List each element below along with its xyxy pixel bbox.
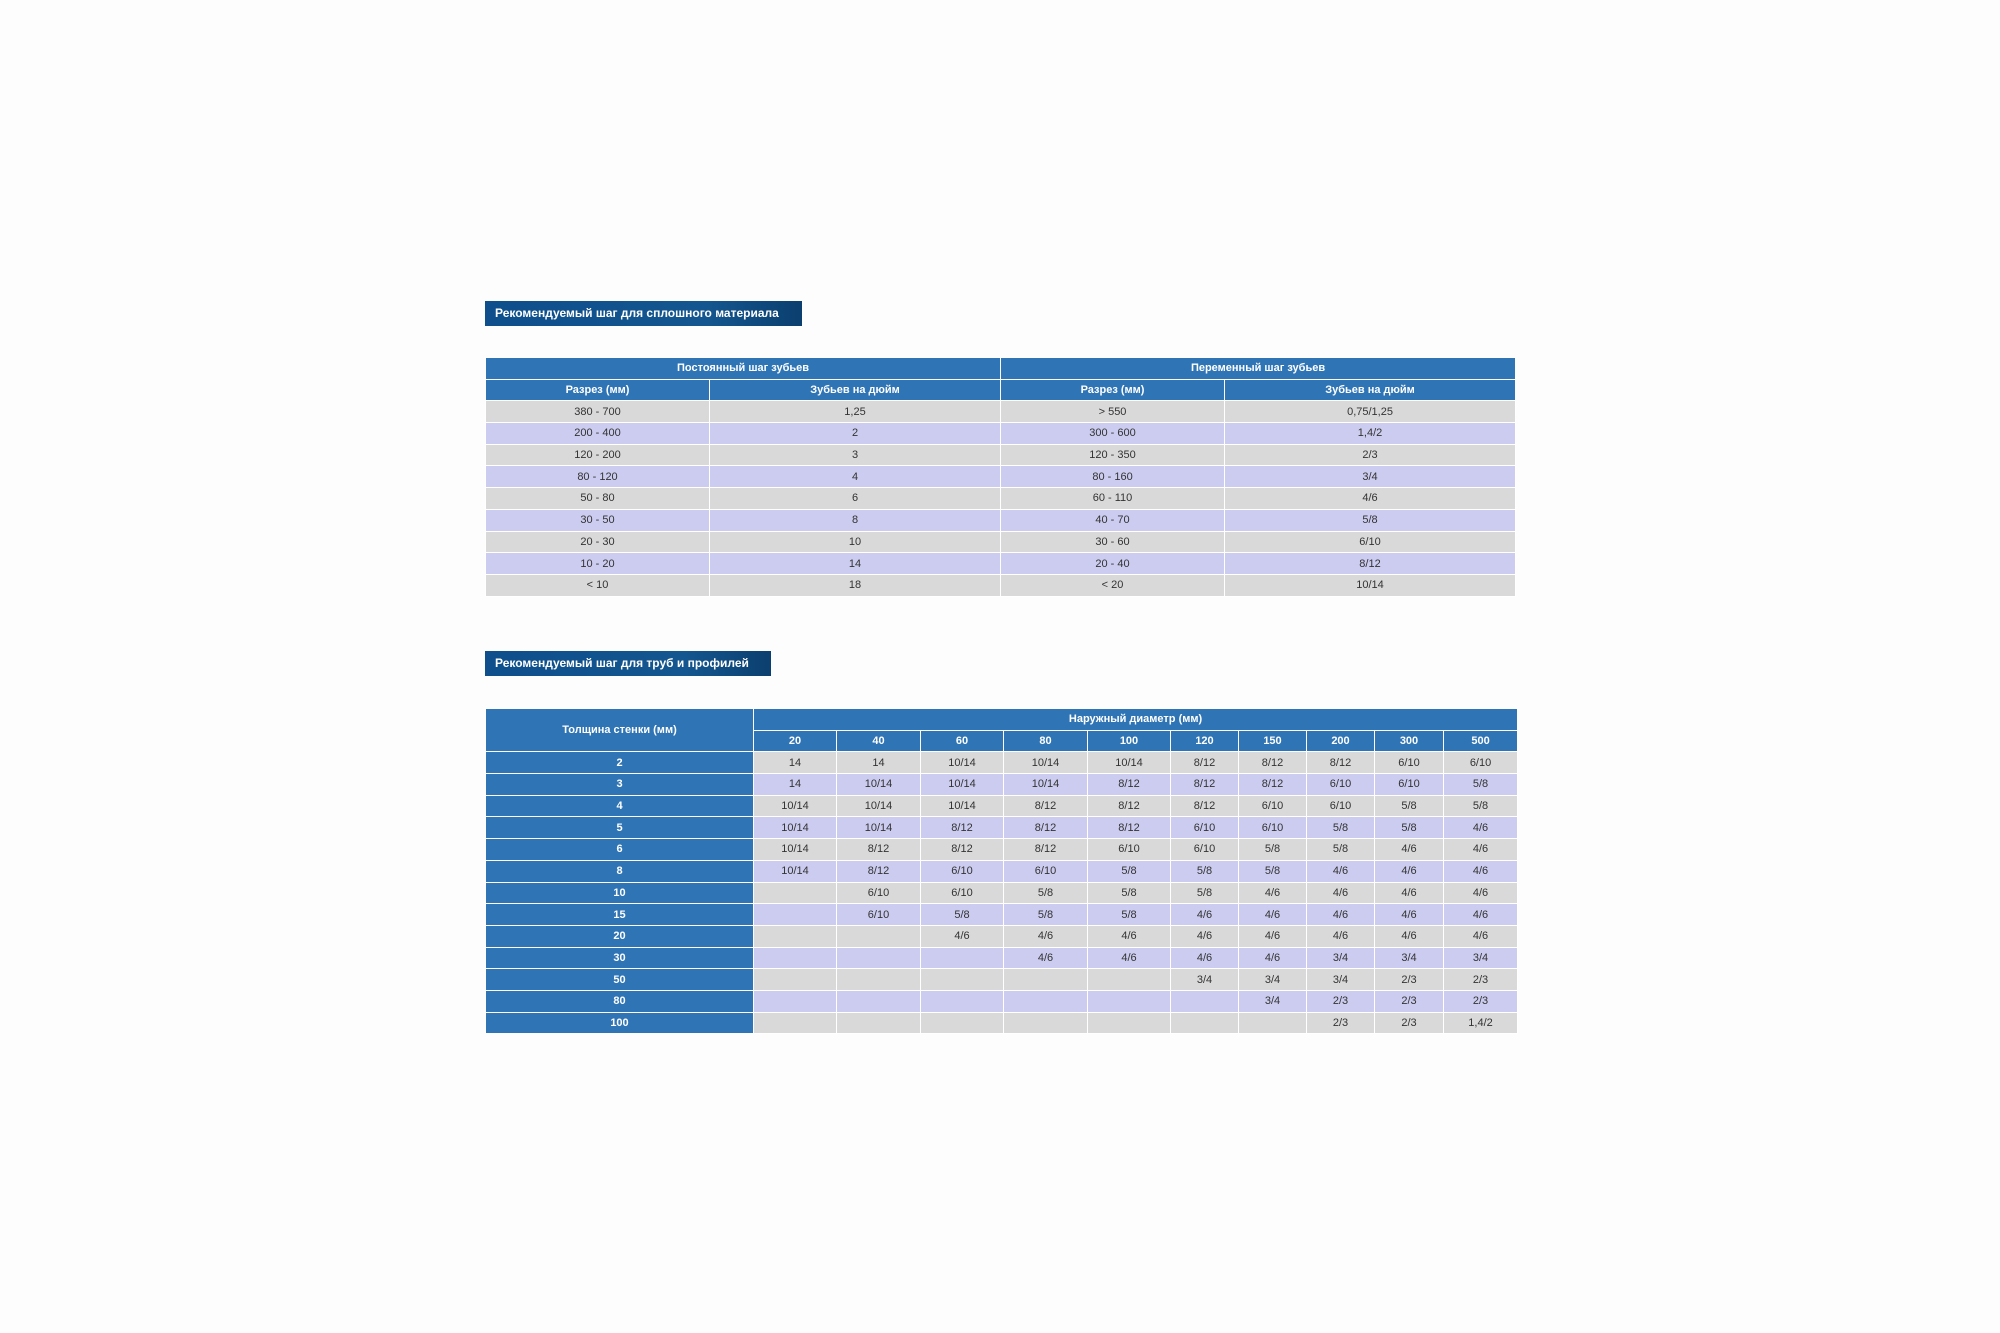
table-cell: 4/6 — [1375, 904, 1444, 926]
table-cell: 3/4 — [1171, 969, 1239, 991]
table-cell: 5/8 — [1307, 817, 1375, 839]
diameter-header: 60 — [921, 730, 1004, 752]
table-cell: 10/14 — [754, 817, 837, 839]
table-row — [486, 1012, 1518, 1034]
table-cell: 4/6 — [1375, 860, 1444, 882]
table-cell: 2/3 — [1375, 990, 1444, 1012]
section-title-solid-material: Рекомендуемый шаг для сплошного материала — [485, 301, 802, 326]
diameter-header: 80 — [1004, 730, 1088, 752]
table-cell: 10/14 — [921, 774, 1004, 796]
table-row — [486, 817, 1518, 839]
table-cell: 6/10 — [837, 904, 921, 926]
wall-thickness-cell: 5 — [486, 817, 754, 839]
table-cell: 8/12 — [1004, 839, 1088, 861]
table-cell: 5/8 — [1375, 795, 1444, 817]
table-cell — [837, 925, 921, 947]
table-cell: 4/6 — [1307, 904, 1375, 926]
table-cell — [754, 1012, 837, 1034]
table-cell: 2/3 — [1225, 444, 1516, 466]
table-cell: 5/8 — [1004, 904, 1088, 926]
table-cell: 4/6 — [1307, 860, 1375, 882]
table-cell: 4/6 — [1444, 860, 1518, 882]
table-cell: 20 - 40 — [1001, 553, 1225, 575]
table-cell: 10/14 — [1225, 574, 1516, 596]
diameter-header: 100 — [1088, 730, 1171, 752]
table-row — [486, 553, 1516, 575]
wall-thickness-cell: 50 — [486, 969, 754, 991]
table-cell — [1088, 1012, 1171, 1034]
table-cell: 6/10 — [1375, 752, 1444, 774]
table-cell — [921, 969, 1004, 991]
table-cell: 0,75/1,25 — [1225, 401, 1516, 423]
table-cell: 4/6 — [1444, 817, 1518, 839]
diameter-header: 150 — [1239, 730, 1307, 752]
table-cell: 5/8 — [1225, 509, 1516, 531]
table-cell: 120 - 200 — [486, 444, 710, 466]
table-row — [486, 969, 1518, 991]
table-cell: 10 — [710, 531, 1001, 553]
group-header-variable-pitch: Переменный шаг зубьев — [1001, 358, 1516, 380]
table-cell: 10/14 — [837, 774, 921, 796]
table-cell — [837, 1012, 921, 1034]
wall-thickness-cell: 100 — [486, 1012, 754, 1034]
table-cell: 10/14 — [1004, 752, 1088, 774]
table-cell: 3 — [710, 444, 1001, 466]
table-cell: 4/6 — [921, 925, 1004, 947]
table-row — [486, 488, 1516, 510]
table-cell: 3/4 — [1239, 969, 1307, 991]
table-cell — [837, 990, 921, 1012]
table-cell: 4/6 — [1375, 882, 1444, 904]
wall-thickness-cell: 15 — [486, 904, 754, 926]
table-cell: 4 — [710, 466, 1001, 488]
table-cell: 5/8 — [1088, 860, 1171, 882]
table-cell: 2/3 — [1375, 969, 1444, 991]
table-cell: 8/12 — [1171, 795, 1239, 817]
wall-thickness-cell: 30 — [486, 947, 754, 969]
table-cell: 14 — [710, 553, 1001, 575]
table-cell: 30 - 50 — [486, 509, 710, 531]
table-cell: 5/8 — [1171, 860, 1239, 882]
table-cell: 6/10 — [1225, 531, 1516, 553]
table-cell: 2/3 — [1307, 1012, 1375, 1034]
table-cell: 20 - 30 — [486, 531, 710, 553]
table-cell: 4/6 — [1239, 904, 1307, 926]
table-cell — [1171, 1012, 1239, 1034]
table-cell: 3/4 — [1307, 947, 1375, 969]
table-cell: 4/6 — [1004, 925, 1088, 947]
wall-thickness-cell: 2 — [486, 752, 754, 774]
table-cell — [1171, 990, 1239, 1012]
column-header-tpi: Зубьев на дюйм — [710, 379, 1001, 401]
table-cell: 8/12 — [837, 860, 921, 882]
column-header-cut: Разрез (мм) — [1001, 379, 1225, 401]
table-cell: 4/6 — [1444, 839, 1518, 861]
table-cell: 4/6 — [1239, 882, 1307, 904]
table-cell: 8/12 — [1088, 774, 1171, 796]
table-cell: 8/12 — [1004, 795, 1088, 817]
table-cell: 4/6 — [1307, 882, 1375, 904]
table-cell: 6/10 — [1239, 795, 1307, 817]
table-row — [486, 925, 1518, 947]
table-cell: 10 - 20 — [486, 553, 710, 575]
table-cell: 4/6 — [1088, 947, 1171, 969]
table-cell — [921, 990, 1004, 1012]
table-row — [486, 839, 1518, 861]
table-cell: 8/12 — [1225, 553, 1516, 575]
table-cell: 2/3 — [1375, 1012, 1444, 1034]
table-cell: 50 - 80 — [486, 488, 710, 510]
table-cell: 4/6 — [1444, 904, 1518, 926]
table-cell: 10/14 — [837, 817, 921, 839]
table-cell — [1004, 969, 1088, 991]
table-cell: 3/4 — [1307, 969, 1375, 991]
table-cell: 4/6 — [1444, 925, 1518, 947]
table-cell: 8/12 — [1171, 774, 1239, 796]
table-cell: 10/14 — [754, 860, 837, 882]
table-cell: 8/12 — [837, 839, 921, 861]
table-cell: 3/4 — [1239, 990, 1307, 1012]
table-cell: 40 - 70 — [1001, 509, 1225, 531]
table-row — [486, 904, 1518, 926]
table-row — [486, 947, 1518, 969]
row-header-wall-thickness: Толщина стенки (мм) — [486, 709, 754, 752]
diameter-header: 200 — [1307, 730, 1375, 752]
table-cell — [754, 990, 837, 1012]
table-cell: 380 - 700 — [486, 401, 710, 423]
table-cell: 8/12 — [1088, 817, 1171, 839]
solid-material-table — [485, 357, 1516, 597]
table-cell: 4/6 — [1375, 925, 1444, 947]
diameter-header: 40 — [837, 730, 921, 752]
table-row — [486, 795, 1518, 817]
table-cell: 8/12 — [1307, 752, 1375, 774]
table-cell: 10/14 — [921, 752, 1004, 774]
table-row — [486, 774, 1518, 796]
table-cell: 4/6 — [1239, 947, 1307, 969]
table-cell: 6/10 — [1004, 860, 1088, 882]
table-cell: 1,4/2 — [1225, 423, 1516, 445]
table-row — [486, 990, 1518, 1012]
table-cell — [754, 904, 837, 926]
table-cell: 5/8 — [1307, 839, 1375, 861]
table-cell: 6/10 — [1375, 774, 1444, 796]
table-row — [486, 752, 1518, 774]
table-cell: 6/10 — [1088, 839, 1171, 861]
table-cell: 4/6 — [1239, 925, 1307, 947]
table-cell: 4/6 — [1307, 925, 1375, 947]
table-cell: 1,4/2 — [1444, 1012, 1518, 1034]
table-cell: 5/8 — [1004, 882, 1088, 904]
table-row — [486, 401, 1516, 423]
table-cell — [837, 947, 921, 969]
table-cell: < 20 — [1001, 574, 1225, 596]
table-cell: 14 — [754, 752, 837, 774]
table-cell — [1088, 969, 1171, 991]
table-cell: 8/12 — [921, 839, 1004, 861]
table-cell: 3/4 — [1375, 947, 1444, 969]
table-cell — [754, 969, 837, 991]
table-cell: < 10 — [486, 574, 710, 596]
table-cell: 4/6 — [1171, 925, 1239, 947]
table-row — [486, 509, 1516, 531]
wall-thickness-cell: 6 — [486, 839, 754, 861]
table-cell: 300 - 600 — [1001, 423, 1225, 445]
diameter-header: 500 — [1444, 730, 1518, 752]
column-header-tpi: Зубьев на дюйм — [1225, 379, 1516, 401]
diameter-header: 120 — [1171, 730, 1239, 752]
group-header-constant-pitch: Постоянный шаг зубьев — [486, 358, 1001, 380]
table-cell: 1,25 — [710, 401, 1001, 423]
table-cell: 5/8 — [921, 904, 1004, 926]
table-cell: 5/8 — [1239, 839, 1307, 861]
table-cell: 10/14 — [754, 839, 837, 861]
table-cell — [754, 882, 837, 904]
table-cell: 3/4 — [1444, 947, 1518, 969]
table-cell: 6/10 — [1171, 839, 1239, 861]
table-cell: > 550 — [1001, 401, 1225, 423]
table-cell: 4/6 — [1375, 839, 1444, 861]
table-cell: 2/3 — [1307, 990, 1375, 1012]
table-cell: 10/14 — [754, 795, 837, 817]
table-cell: 8 — [710, 509, 1001, 531]
table-row — [486, 466, 1516, 488]
table-cell: 14 — [837, 752, 921, 774]
wall-thickness-cell: 10 — [486, 882, 754, 904]
table-cell: 4/6 — [1171, 904, 1239, 926]
tubes-profiles-table — [485, 708, 1518, 1034]
table-cell: 6/10 — [1444, 752, 1518, 774]
table-cell: 6 — [710, 488, 1001, 510]
table-cell: 4/6 — [1171, 947, 1239, 969]
table-cell: 30 - 60 — [1001, 531, 1225, 553]
table-cell: 4/6 — [1225, 488, 1516, 510]
table-cell: 5/8 — [1088, 904, 1171, 926]
table-cell — [1239, 1012, 1307, 1034]
table-cell: 6/10 — [921, 860, 1004, 882]
table-cell — [921, 1012, 1004, 1034]
table-cell — [754, 925, 837, 947]
table-row — [486, 444, 1516, 466]
table-cell: 6/10 — [1171, 817, 1239, 839]
table-row — [486, 531, 1516, 553]
table-row — [486, 882, 1518, 904]
table-cell: 8/12 — [921, 817, 1004, 839]
table-cell: 10/14 — [837, 795, 921, 817]
table-cell: 80 - 120 — [486, 466, 710, 488]
table-cell: 5/8 — [1375, 817, 1444, 839]
table-cell: 8/12 — [1171, 752, 1239, 774]
table-cell: 4/6 — [1088, 925, 1171, 947]
table-cell: 5/8 — [1171, 882, 1239, 904]
table-cell: 6/10 — [921, 882, 1004, 904]
table-cell — [754, 947, 837, 969]
table-cell: 8/12 — [1088, 795, 1171, 817]
table-cell: 14 — [754, 774, 837, 796]
table-cell — [1088, 990, 1171, 1012]
table-cell — [1004, 990, 1088, 1012]
diameter-header: 300 — [1375, 730, 1444, 752]
table-cell: 10/14 — [1088, 752, 1171, 774]
table-cell: 4/6 — [1004, 947, 1088, 969]
wall-thickness-cell: 20 — [486, 925, 754, 947]
table-cell: 80 - 160 — [1001, 466, 1225, 488]
table-row — [486, 860, 1518, 882]
table-cell: 8/12 — [1004, 817, 1088, 839]
table-cell: 10/14 — [1004, 774, 1088, 796]
table-cell — [921, 947, 1004, 969]
group-header-outer-diameter: Наружный диаметр (мм) — [754, 709, 1518, 731]
table-cell: 8/12 — [1239, 774, 1307, 796]
wall-thickness-cell: 80 — [486, 990, 754, 1012]
table-cell: 4/6 — [1444, 882, 1518, 904]
wall-thickness-cell: 4 — [486, 795, 754, 817]
wall-thickness-cell: 3 — [486, 774, 754, 796]
column-header-cut: Разрез (мм) — [486, 379, 710, 401]
table-cell: 200 - 400 — [486, 423, 710, 445]
table-cell: 2/3 — [1444, 990, 1518, 1012]
table-cell: 120 - 350 — [1001, 444, 1225, 466]
table-cell: 2/3 — [1444, 969, 1518, 991]
table-cell: 60 - 110 — [1001, 488, 1225, 510]
table-cell: 8/12 — [1239, 752, 1307, 774]
table-cell: 5/8 — [1444, 774, 1518, 796]
table-cell: 6/10 — [1307, 795, 1375, 817]
table-cell: 5/8 — [1088, 882, 1171, 904]
table-cell — [1004, 1012, 1088, 1034]
wall-thickness-cell: 8 — [486, 860, 754, 882]
group-header-row — [486, 358, 1516, 380]
diameter-header: 20 — [754, 730, 837, 752]
section-title-tubes-profiles: Рекомендуемый шаг для труб и профилей — [485, 651, 771, 676]
table-cell: 5/8 — [1239, 860, 1307, 882]
table-cell — [837, 969, 921, 991]
table-cell: 10/14 — [921, 795, 1004, 817]
table-row — [486, 423, 1516, 445]
table-cell: 6/10 — [837, 882, 921, 904]
table-cell: 3/4 — [1225, 466, 1516, 488]
table-row — [486, 574, 1516, 596]
group-header-row — [486, 709, 1518, 731]
table-cell: 2 — [710, 423, 1001, 445]
column-header-row — [486, 379, 1516, 401]
table-cell: 6/10 — [1307, 774, 1375, 796]
table-cell: 18 — [710, 574, 1001, 596]
table-cell: 5/8 — [1444, 795, 1518, 817]
table-cell: 6/10 — [1239, 817, 1307, 839]
